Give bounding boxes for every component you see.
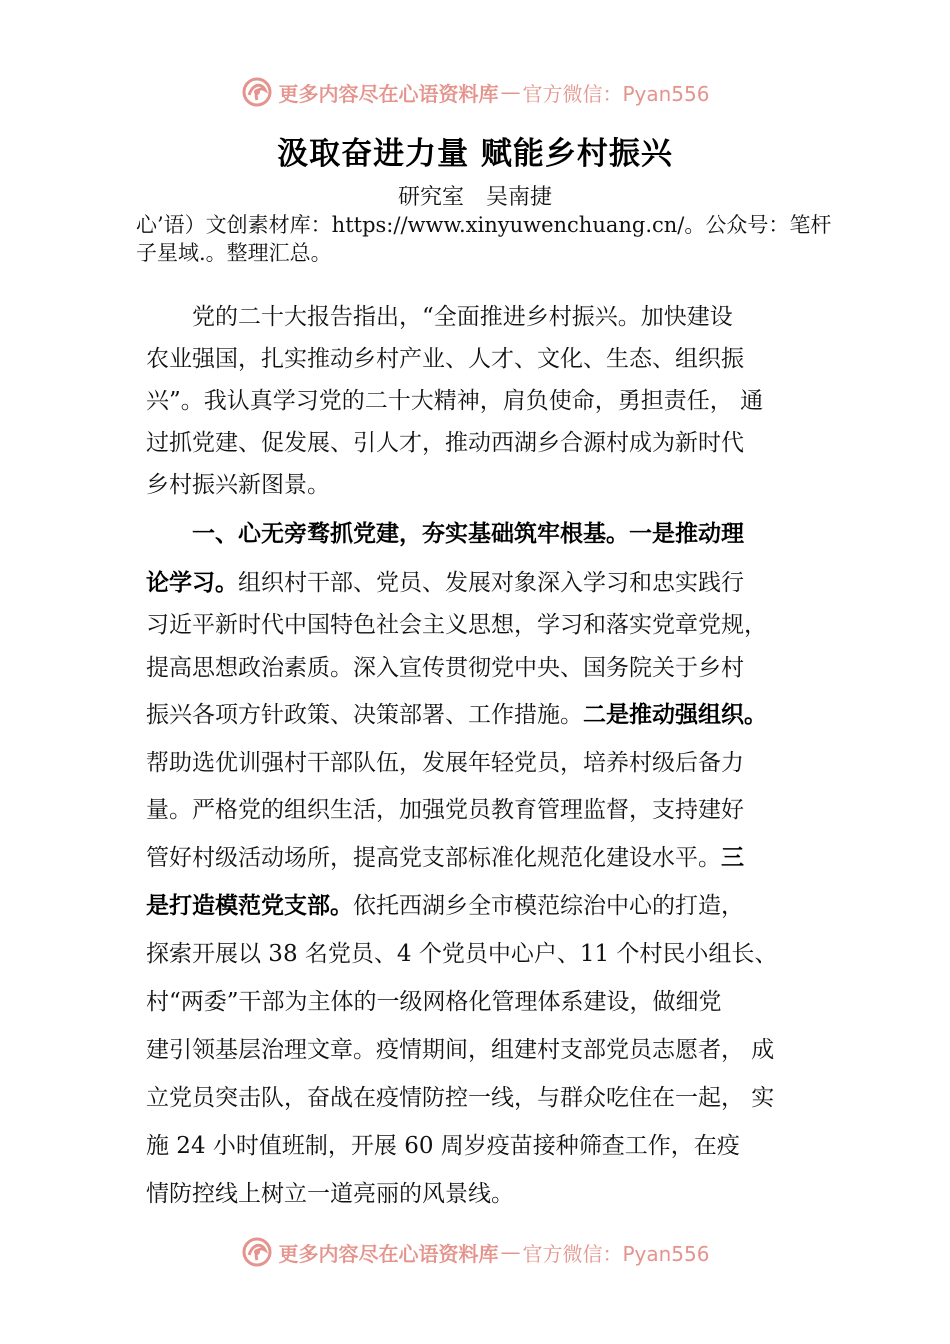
page-title: 汲取奋进力量 赋能乡村振兴: [277, 136, 673, 172]
body-line: 提高思想政治素质。深入宣传贯彻党中央、国务院关于乡村: [146, 655, 744, 681]
body-line: [146, 839, 744, 872]
watermark-text: 更多内容尽在心语资料库: [278, 81, 499, 106]
body-line: [146, 564, 744, 597]
author-line: 研究室 吴南捷: [397, 185, 552, 210]
body-line: 量。严格党的组织生活，加强党员教育管理监督，支持建好: [146, 797, 744, 823]
body-line: 建引领基层治理文章。疫情期间，组建村支部党员志愿者， 成: [146, 1037, 775, 1063]
body-line: 兴”。我认真学习党的二十大精神，肩负使命，勇担责任， 通: [146, 388, 764, 414]
circle-swirl-logo-icon: [240, 75, 274, 109]
section-heading-line: [192, 515, 744, 548]
body-line: 帮助选优训强村干部队伍，发展年轻党员，培养村级后备力: [146, 750, 744, 776]
body-line: 乡村振兴新图景。: [146, 472, 330, 498]
body-text: 管好村级活动场所，提高党支部标准化规范化建设水平。: [146, 845, 721, 871]
section-heading-cont: 论学习。: [146, 570, 238, 596]
watermark-banner-bottom: [0, 1232, 950, 1272]
watermark-text: 更多内容尽在心语资料库: [278, 1241, 499, 1266]
body-text: 依托西湖乡全市模范综治中心的打造，: [353, 893, 744, 919]
body-line: 农业强国，扎实推动乡村产业、人才、文化、生态、组织振: [146, 346, 744, 372]
body-line: [146, 887, 744, 920]
watermark-wechat: 官方微信：Pyan556: [522, 81, 710, 106]
body-line: 过抓党建、促发展、引人才，推动西湖乡合源村成为新时代: [146, 430, 744, 456]
body-text: 组织村干部、党员、发展对象深入学习和忠实践行: [238, 570, 744, 596]
body-line: 习近平新时代中国特色社会主义思想，学习和落实党章党规，: [146, 612, 767, 638]
circle-swirl-logo-icon: [240, 1235, 274, 1269]
watermark-separator: —: [500, 80, 521, 104]
bold-point: 三: [721, 845, 744, 871]
body-line: 探索开展以 38 名党员、4 个党员中心户、11 个村民小组长、: [146, 941, 778, 967]
body-text: 振兴各项方针政策、决策部署、工作措施。: [146, 702, 583, 728]
body-line: [146, 696, 767, 729]
source-note: 心’语）文创素材库：https://www.xinyuwenchuang.cn/。公众号：笔杆子星域.。整理汇总。: [136, 213, 832, 265]
watermark-separator: —: [500, 1240, 521, 1264]
body-line: 村“两委”干部为主体的一级网格化管理体系建设，做细党: [146, 989, 722, 1015]
body-line: 情防控线上树立一道亮丽的风景线。: [146, 1181, 514, 1207]
bold-point-cont: 是打造模范党支部。: [146, 893, 353, 919]
watermark-banner-top: [0, 72, 950, 112]
body-line: 立党员突击队，奋战在疫情防控一线，与群众吃住在一起， 实: [146, 1085, 775, 1111]
body-line: 党的二十大报告指出，“全面推进乡村振兴。加快建设: [192, 304, 733, 330]
body-line: 施 24 小时值班制，开展 60 周岁疫苗接种筛查工作，在疫: [146, 1133, 740, 1159]
section-heading: 一、心无旁骛抓党建，夯实基础筑牢根基。一是推动理: [192, 521, 744, 547]
bold-point: 二是推动强组织。: [583, 702, 767, 728]
watermark-wechat: 官方微信：Pyan556: [522, 1241, 710, 1266]
